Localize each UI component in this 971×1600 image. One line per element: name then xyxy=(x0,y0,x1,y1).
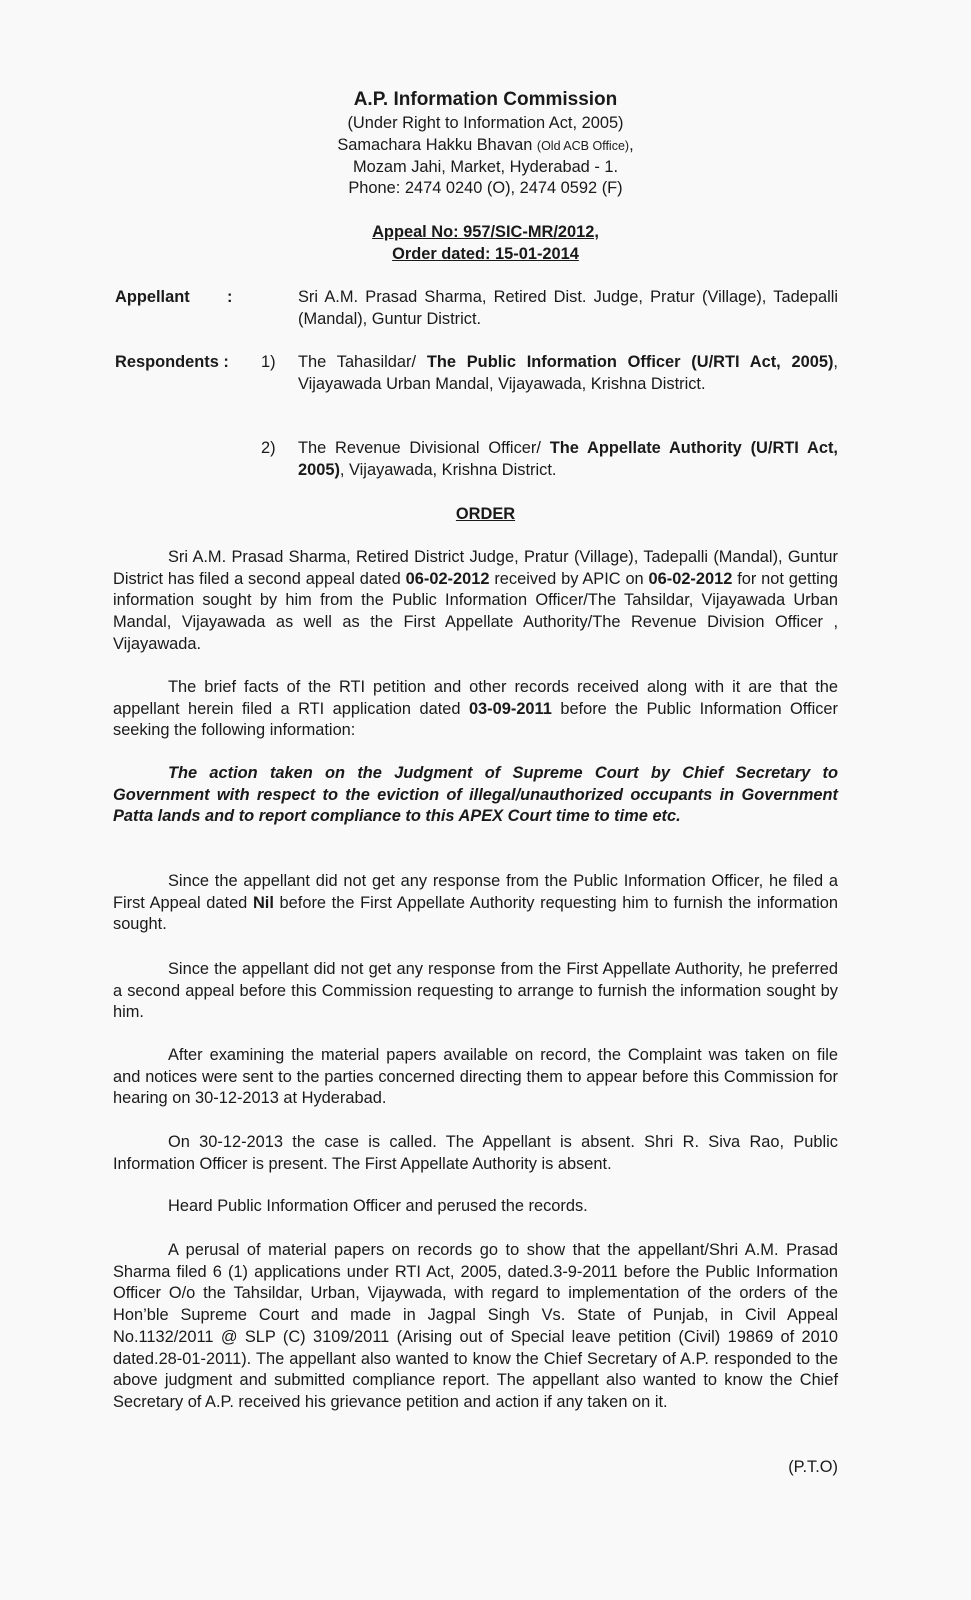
appellant-text: Sri A.M. Prasad Sharma, Retired Dist. Judge, Pratur (Village), Tadepalli (Mandal), Guntur District. xyxy=(298,288,838,328)
bold-text-segment: The Public Information Officer (U/RTI Act, 2005) xyxy=(426,353,834,371)
paragraph-5 xyxy=(113,959,838,1024)
paragraph-9 xyxy=(113,1240,838,1414)
text-segment: received by APIC on xyxy=(489,569,649,588)
text-segment: , Vijayawada, Krishna District. xyxy=(339,460,557,479)
bold-text-segment: Nil xyxy=(252,893,274,912)
text-segment: Sri A.M. Prasad Sharma, Retired District Judge, Pratur (Village), Tadepalli (Mandal), Guntur District has filed a second appeal dated xyxy=(113,548,838,588)
paragraph-4 xyxy=(113,871,838,936)
address-line-2: Mozam Jahi, Market, Hyderabad - 1. xyxy=(352,158,619,176)
text-segment: On 30-12-2013 the case is called. The Appellant is absent. Shri R. Siva Rao, Public Information Officer is present. The First Appellate Authority is absent. xyxy=(113,1133,838,1173)
appeal-number-text: Appeal No: 957/SIC-MR/2012, xyxy=(372,223,599,241)
bold-text-segment: The Appellate Authority (U/RTI Act, 2005) xyxy=(298,439,838,479)
order-heading-text: ORDER xyxy=(455,505,516,523)
respondent-1-number: 1) xyxy=(261,353,276,371)
quoted-information xyxy=(113,763,838,828)
respondent-2-number: 2) xyxy=(261,439,276,457)
phone: Phone: 2474 0240 (O), 2474 0592 (F) xyxy=(348,179,623,197)
text-segment: , Vijayawada Urban Mandal, Vijayawada, Krishna District. xyxy=(298,353,838,393)
appellant-colon: : xyxy=(227,288,233,306)
appellant-label: Appellant xyxy=(115,288,190,306)
order-date-text: Order dated: 15-01-2014 xyxy=(392,245,579,263)
bold-text-segment: 06-02-2012 xyxy=(648,569,733,588)
paragraph-6 xyxy=(113,1045,838,1110)
paragraph-1 xyxy=(113,547,838,656)
pto-note: (P.T.O) xyxy=(788,1458,838,1476)
appeal-number xyxy=(0,222,971,244)
text-segment: The brief facts of the RTI petition and other records received along with it are that the appellant herein filed a RTI application dated xyxy=(113,678,838,718)
paragraph-8 xyxy=(113,1196,838,1218)
subtitle: (Under Right to Information Act, 2005) xyxy=(347,114,624,132)
respondent-2-text xyxy=(298,438,838,481)
address-comma: , xyxy=(629,136,634,154)
respondent-1-text xyxy=(298,352,838,395)
order-heading xyxy=(0,504,971,526)
text-segment: The Tahasildar/ xyxy=(298,353,427,371)
text-segment: before the Public Information Officer seeking the following information: xyxy=(113,699,838,740)
text-segment: Since the appellant did not get any response from the Public Information Officer, he filed a First Appeal dated xyxy=(113,872,838,912)
text-segment: Heard Public Information Officer and perused the records. xyxy=(168,1197,588,1215)
paragraph-7 xyxy=(113,1132,838,1175)
address-note: (Old ACB Office) xyxy=(536,139,630,153)
text-segment: The Revenue Divisional Officer/ xyxy=(298,439,550,457)
bold-text-segment: 03-09-2011 xyxy=(468,699,552,718)
text-segment: After examining the material papers available on record, the Complaint was taken on file and notices were sent to the parties concerned directing them to appear before this Commission for hearing on 30-12-2013 at Hyderabad. xyxy=(113,1046,838,1108)
text-segment: for not getting information sought by him from the Public Information Officer/The Tahsildar, Vijayawada Urban Mandal, Vijayawada as well as the First Appellate Authority/The Revenue Division Officer , Vijayawada. xyxy=(113,569,838,653)
paragraph-2 xyxy=(113,677,838,742)
document-title: A.P. Information Commission xyxy=(353,89,618,110)
text-segment: before the First Appellate Authority requesting him to furnish the information sought. xyxy=(113,893,839,934)
address-main: Samachara Hakku Bhavan xyxy=(337,136,533,154)
text-segment: Since the appellant did not get any response from the First Appellate Authority, he preferred a second appeal before this Commission requesting to arrange to furnish the information sought by him. xyxy=(113,960,838,1022)
italic-text-segment: The action taken on the Judgment of Supreme Court by Chief Secretary to Government with respect to the eviction of illegal/unauthorized occupants in Government Patta lands and to report compliance to this APEX Court time to time etc. xyxy=(113,764,838,826)
respondents-label: Respondents : xyxy=(115,353,229,371)
address-line-1 xyxy=(0,135,971,158)
text-segment: A perusal of material papers on records go to show that the appellant/Shri A.M. Prasad Sharma filed 6 (1) applications under RTI Act, 2005, dated.3-9-2011 before the Public Information Officer O/o the Tahsildar, Urban, Vijaywada, with regard to implementation of the orders of the Hon’ble Supreme Court and made in Jagpal Singh Vs. State of Punjab, in Civil Appeal No.1132/2011 @ SLP (C) 3109/2011 (Arising out of Special leave petition (Civil) 19869 of 2010 dated.28-01-2011). The appellant also wanted to know the Chief Secretary of A.P. responded to the above judgment and submitted compliance report. The appellant also wanted to know the Chief Secretary of A.P. received his grievance petition and action if any taken on it. xyxy=(113,1241,838,1411)
bold-text-segment: 06-02-2012 xyxy=(405,569,490,588)
order-date xyxy=(0,244,971,266)
